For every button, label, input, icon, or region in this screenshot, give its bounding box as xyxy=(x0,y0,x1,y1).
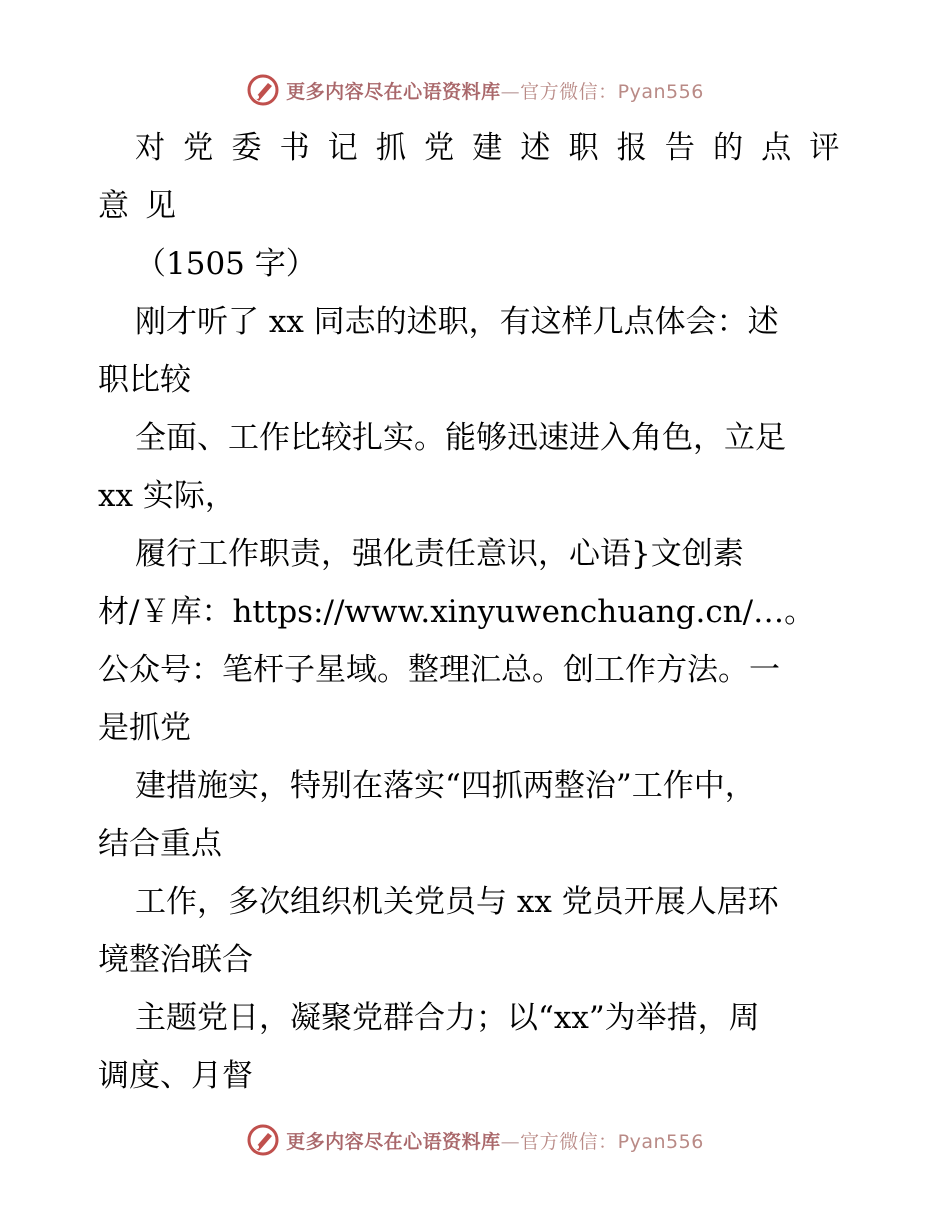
doc-line: 职比较 xyxy=(98,362,191,398)
doc-line: 调度、月督 xyxy=(98,1058,253,1094)
doc-line: 材/￥库：https://www.xinyuwenchuang.cn/…。 xyxy=(98,594,816,630)
doc-line: 履行工作职责，强化责任意识，心语}文创素 xyxy=(135,536,744,572)
header-watermark-text: 更多内容尽在心语资料库—官方微信：Pyan556 xyxy=(286,80,704,103)
footer-watermark-banner xyxy=(0,1120,950,1160)
doc-line: 境整治联合 xyxy=(98,942,253,978)
doc-line: 建措施实，特别在落实“四抓两整治”工作中， xyxy=(135,768,756,804)
pen-circle-logo-icon xyxy=(246,1123,280,1157)
doc-line: 是抓党 xyxy=(98,710,191,746)
header-watermark-banner xyxy=(0,70,950,110)
doc-line: 结合重点 xyxy=(98,826,222,862)
doc-line: 主题党日，凝聚党群合力；以“xx”为举措，周 xyxy=(135,1000,760,1036)
doc-line: 工作，多次组织机关党员与 xx 党员开展人居环 xyxy=(135,884,779,920)
pen-circle-logo-icon xyxy=(246,73,280,107)
doc-line: 全面、工作比较扎实。能够迅速进入角色，立足 xyxy=(135,420,786,456)
doc-line: xx 实际， xyxy=(98,478,236,514)
doc-title-line-2: 意见 xyxy=(98,188,192,224)
doc-title-line-1: 对党委书记抓党建述职报告的点评 xyxy=(135,130,858,166)
footer-watermark-text: 更多内容尽在心语资料库—官方微信：Pyan556 xyxy=(286,1130,704,1153)
doc-line: 公众号：笔杆子星域。整理汇总。创工作方法。一 xyxy=(98,652,780,688)
doc-word-count: （1505 字） xyxy=(135,246,317,282)
doc-line: 刚才听了 xx 同志的述职，有这样几点体会：述 xyxy=(135,304,779,340)
